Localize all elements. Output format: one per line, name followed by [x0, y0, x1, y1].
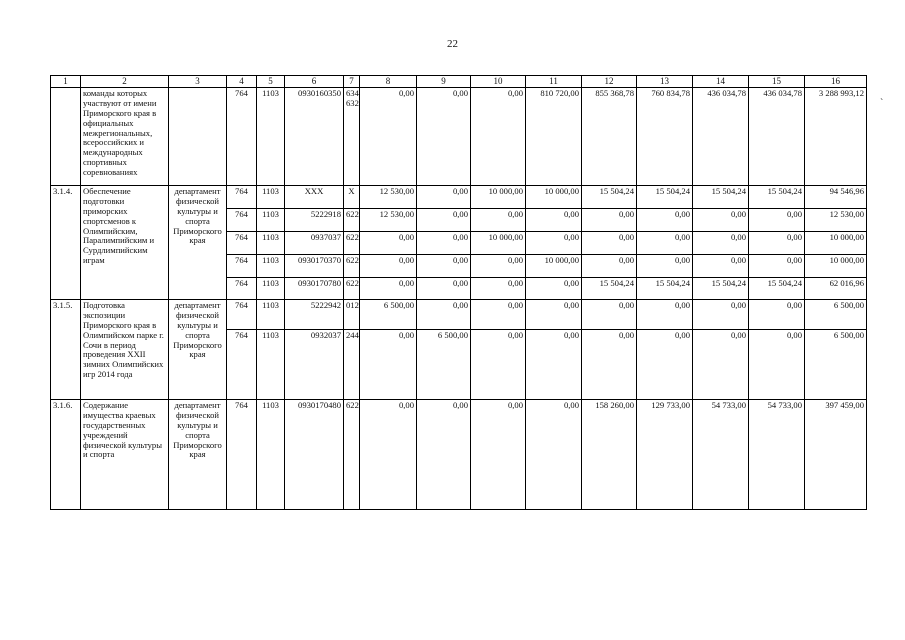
amount-cell: 15 504,24	[637, 186, 693, 209]
rzpr-cell: 1103	[257, 209, 285, 232]
amount-cell: 0,00	[417, 400, 471, 510]
description-cell: Подготовка экспозиции Приморского края в Олимпийском парке г. Сочи в период проведения XXII зимних Олимпийских игр 2014 года	[81, 300, 169, 400]
amount-cell: 0,00	[471, 255, 526, 278]
vr-cell: 622	[344, 255, 360, 278]
amount-cell: 15 504,24	[582, 186, 637, 209]
amount-cell: 0,00	[693, 209, 749, 232]
amount-cell: 0,00	[417, 255, 471, 278]
amount-cell: 0,00	[360, 255, 417, 278]
amount-cell: 6 500,00	[805, 300, 867, 330]
amount-cell: 0,00	[471, 88, 526, 186]
amount-cell: 0,00	[637, 209, 693, 232]
amount-cell: 15 504,24	[749, 186, 805, 209]
rzpr-cell: 1103	[257, 88, 285, 186]
amount-cell: 0,00	[582, 209, 637, 232]
grbs-cell: 764	[227, 278, 257, 300]
csr-cell: 5222942	[285, 300, 344, 330]
column-number-header: 10	[471, 76, 526, 88]
amount-cell: 397 459,00	[805, 400, 867, 510]
amount-cell: 0,00	[637, 300, 693, 330]
amount-cell: 6 500,00	[805, 330, 867, 400]
amount-cell: 0,00	[749, 232, 805, 255]
amount-cell: 855 368,78	[582, 88, 637, 186]
csr-cell: 0932037	[285, 330, 344, 400]
amount-cell: 0,00	[693, 255, 749, 278]
column-number-header: 13	[637, 76, 693, 88]
amount-cell: 0,00	[693, 330, 749, 400]
amount-cell: 0,00	[417, 300, 471, 330]
amount-cell: 15 504,24	[693, 186, 749, 209]
amount-cell: 94 546,96	[805, 186, 867, 209]
grbs-cell: 764	[227, 232, 257, 255]
item-number-cell: 3.1.4.	[51, 186, 81, 300]
table-row	[51, 300, 867, 330]
column-number-header: 16	[805, 76, 867, 88]
amount-cell: 10 000,00	[805, 232, 867, 255]
amount-cell: 12 530,00	[360, 209, 417, 232]
table-row	[51, 88, 867, 186]
amount-cell: 0,00	[749, 300, 805, 330]
amount-cell: 0,00	[417, 88, 471, 186]
column-number-header: 6	[285, 76, 344, 88]
vr-cell: X	[344, 186, 360, 209]
amount-cell: 0,00	[471, 330, 526, 400]
vr-cell: 634 632	[344, 88, 360, 186]
table-row	[51, 400, 867, 510]
rzpr-cell: 1103	[257, 330, 285, 400]
amount-cell: 129 733,00	[637, 400, 693, 510]
csr-cell: 5222918	[285, 209, 344, 232]
amount-cell: 0,00	[417, 186, 471, 209]
item-number-cell: 3.1.6.	[51, 400, 81, 510]
rzpr-cell: 1103	[257, 232, 285, 255]
grbs-cell: 764	[227, 330, 257, 400]
amount-cell: 0,00	[637, 330, 693, 400]
amount-cell: 0,00	[582, 232, 637, 255]
amount-cell: 810 720,00	[526, 88, 582, 186]
executor-cell	[169, 88, 227, 186]
vr-cell: 622	[344, 400, 360, 510]
amount-cell: 10 000,00	[471, 232, 526, 255]
vr-cell: 012	[344, 300, 360, 330]
item-number-cell	[51, 88, 81, 186]
vr-cell: 244	[344, 330, 360, 400]
amount-cell: 0,00	[471, 278, 526, 300]
rzpr-cell: 1103	[257, 186, 285, 209]
csr-cell: 0930170480	[285, 400, 344, 510]
amount-cell: 0,00	[360, 278, 417, 300]
column-number-header: 2	[81, 76, 169, 88]
column-number-row	[51, 76, 867, 88]
amount-cell: 436 034,78	[749, 88, 805, 186]
rzpr-cell: 1103	[257, 300, 285, 330]
rzpr-cell: 1103	[257, 400, 285, 510]
amount-cell: 0,00	[526, 330, 582, 400]
grbs-cell: 764	[227, 400, 257, 510]
csr-cell: 0930170780	[285, 278, 344, 300]
description-cell: команды которых участвуют от имени Приморского края в официальных межрегиональных, всероссийских и международных спортивных соревнованиях	[81, 88, 169, 186]
grbs-cell: 764	[227, 209, 257, 232]
amount-cell: 54 733,00	[749, 400, 805, 510]
description-cell: Содержание имущества краевых государственных учреждений физической культуры и спорта	[81, 400, 169, 510]
amount-cell: 0,00	[360, 88, 417, 186]
amount-cell: 0,00	[749, 209, 805, 232]
grbs-cell: 764	[227, 88, 257, 186]
amount-cell: 760 834,78	[637, 88, 693, 186]
amount-cell: 54 733,00	[693, 400, 749, 510]
amount-cell: 0,00	[637, 255, 693, 278]
vr-cell: 622	[344, 232, 360, 255]
amount-cell: 12 530,00	[360, 186, 417, 209]
column-number-header: 3	[169, 76, 227, 88]
csr-cell: 0930160350	[285, 88, 344, 186]
amount-cell: 0,00	[471, 400, 526, 510]
amount-cell: 3 288 993,12	[805, 88, 867, 186]
amount-cell: 15 504,24	[637, 278, 693, 300]
amount-cell: 10 000,00	[471, 186, 526, 209]
amount-cell: 62 016,96	[805, 278, 867, 300]
column-number-header: 12	[582, 76, 637, 88]
rzpr-cell: 1103	[257, 278, 285, 300]
amount-cell: 10 000,00	[526, 186, 582, 209]
amount-cell: 0,00	[360, 232, 417, 255]
amount-cell: 0,00	[526, 400, 582, 510]
column-number-header: 4	[227, 76, 257, 88]
amount-cell: 6 500,00	[360, 300, 417, 330]
amount-cell: 0,00	[749, 330, 805, 400]
margin-mark: `	[880, 98, 884, 109]
table-row	[51, 186, 867, 209]
vr-cell: 622	[344, 209, 360, 232]
grbs-cell: 764	[227, 255, 257, 278]
amount-cell: 0,00	[582, 255, 637, 278]
description-cell: Обеспечение подготовки приморских спортсменов к Олимпийским, Паралимпийским и Сурдлимпийским играм	[81, 186, 169, 300]
grbs-cell: 764	[227, 186, 257, 209]
column-number-header: 1	[51, 76, 81, 88]
amount-cell: 436 034,78	[693, 88, 749, 186]
budget-table	[50, 75, 867, 510]
amount-cell: 0,00	[693, 300, 749, 330]
amount-cell: 0,00	[526, 278, 582, 300]
amount-cell: 0,00	[471, 209, 526, 232]
grbs-cell: 764	[227, 300, 257, 330]
csr-cell: 0930170370	[285, 255, 344, 278]
page-number: 22	[447, 38, 458, 50]
amount-cell: 0,00	[582, 330, 637, 400]
column-number-header: 5	[257, 76, 285, 88]
csr-cell: 0937037	[285, 232, 344, 255]
csr-cell: XXX	[285, 186, 344, 209]
rzpr-cell: 1103	[257, 255, 285, 278]
item-number-cell: 3.1.5.	[51, 300, 81, 400]
amount-cell: 10 000,00	[526, 255, 582, 278]
executor-cell: департамент физической культуры и спорта Приморского края	[169, 300, 227, 400]
amount-cell: 0,00	[582, 300, 637, 330]
column-number-header: 7	[344, 76, 360, 88]
amount-cell: 0,00	[526, 232, 582, 255]
column-number-header: 15	[749, 76, 805, 88]
amount-cell: 158 260,00	[582, 400, 637, 510]
column-number-header: 9	[417, 76, 471, 88]
executor-cell: департамент физической культуры и спорта Приморского края	[169, 400, 227, 510]
amount-cell: 0,00	[417, 209, 471, 232]
amount-cell: 0,00	[693, 232, 749, 255]
amount-cell: 0,00	[417, 278, 471, 300]
amount-cell: 15 504,24	[693, 278, 749, 300]
amount-cell: 0,00	[526, 300, 582, 330]
amount-cell: 0,00	[360, 330, 417, 400]
amount-cell: 0,00	[471, 300, 526, 330]
amount-cell: 0,00	[526, 209, 582, 232]
amount-cell: 0,00	[360, 400, 417, 510]
amount-cell: 15 504,24	[582, 278, 637, 300]
amount-cell: 10 000,00	[805, 255, 867, 278]
column-number-header: 11	[526, 76, 582, 88]
column-number-header: 14	[693, 76, 749, 88]
amount-cell: 0,00	[749, 255, 805, 278]
amount-cell: 6 500,00	[417, 330, 471, 400]
amount-cell: 15 504,24	[749, 278, 805, 300]
amount-cell: 12 530,00	[805, 209, 867, 232]
amount-cell: 0,00	[637, 232, 693, 255]
executor-cell: департамент физической культуры и спорта Приморского края	[169, 186, 227, 300]
column-number-header: 8	[360, 76, 417, 88]
vr-cell: 622	[344, 278, 360, 300]
amount-cell: 0,00	[417, 232, 471, 255]
